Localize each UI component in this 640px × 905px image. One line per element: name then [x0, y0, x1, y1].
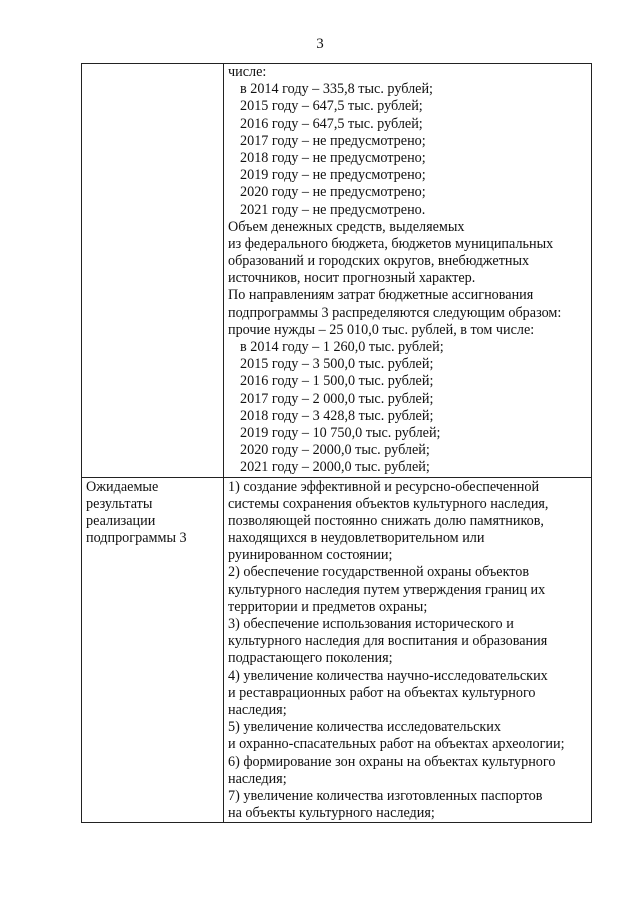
- results-text-cell: [224, 478, 591, 823]
- funding-line: 2018 году – не предусмотрено;: [240, 149, 426, 166]
- funding-line: 2016 году – 1 500,0 тыс. рублей;: [240, 373, 434, 390]
- funding-line: 2016 году – 647,5 тыс. рублей;: [240, 115, 423, 132]
- funding-label-cell: [82, 64, 224, 477]
- results-line: руинированном состоянии;: [228, 547, 393, 564]
- funding-line: 2020 году – 2000,0 тыс. рублей;: [240, 442, 430, 459]
- results-line: и охранно-спасательных работ на объектах археологии;: [228, 736, 565, 753]
- funding-line: По направлениям затрат бюджетные ассигнования: [228, 287, 534, 304]
- results-line: находящихся в неудовлетворительном или: [228, 530, 485, 547]
- funding-line: 2015 году – 647,5 тыс. рублей;: [240, 98, 423, 115]
- results-line: территории и предметов охраны;: [228, 598, 428, 615]
- results-line: и реставрационных работ на объектах культурного: [228, 684, 536, 701]
- results-line: 6) формирование зон охраны на объектах культурного: [228, 753, 556, 770]
- funding-row: [82, 64, 591, 477]
- results-line: наследия;: [228, 770, 287, 787]
- funding-line: 2017 году – не предусмотрено;: [240, 132, 426, 149]
- results-label-line: Ожидаемые: [86, 478, 159, 495]
- results-line: на объекты культурного наследия;: [228, 805, 435, 822]
- results-line: культурного наследия для воспитания и образования: [228, 633, 548, 650]
- funding-line: 2017 году – 2 000,0 тыс. рублей;: [240, 390, 434, 407]
- funding-line: в 2014 году – 335,8 тыс. рублей;: [240, 81, 433, 98]
- results-line: культурного наследия путем утверждения границ их: [228, 581, 546, 598]
- results-line: 2) обеспечение государственной охраны объектов: [228, 564, 530, 581]
- results-line: 1) создание эффективной и ресурсно-обеспеченной: [228, 478, 540, 495]
- results-label-line: подпрограммы 3: [86, 530, 187, 547]
- results-line: 5) увеличение количества исследовательских: [228, 719, 501, 736]
- funding-line: 2015 году – 3 500,0 тыс. рублей;: [240, 356, 434, 373]
- funding-line: Объем денежных средств, выделяемых: [228, 218, 465, 235]
- funding-line: 2019 году – 10 750,0 тыс. рублей;: [240, 424, 441, 441]
- funding-line: числе:: [228, 64, 267, 80]
- results-line: системы сохранения объектов культурного наследия,: [228, 495, 549, 512]
- funding-line: прочие нужды – 25 010,0 тыс. рублей, в том числе:: [228, 321, 535, 338]
- funding-text-cell: [224, 64, 591, 477]
- funding-line: 2021 году – 2000,0 тыс. рублей;: [240, 459, 430, 476]
- page-number: 3: [316, 36, 324, 52]
- funding-line: 2019 году – не предусмотрено;: [240, 167, 426, 184]
- results-label-cell: [82, 478, 224, 823]
- results-line: позволяющей постоянно снижать долю памятников,: [228, 512, 544, 529]
- funding-line: образований и городских округов, внебюджетных: [228, 253, 530, 270]
- results-label-line: реализации: [86, 512, 156, 529]
- results-line: 4) увеличение количества научно-исследовательских: [228, 667, 548, 684]
- program-table: [81, 63, 592, 823]
- results-line: наследия;: [228, 701, 287, 718]
- funding-line: 2020 году – не предусмотрено;: [240, 184, 426, 201]
- funding-line: из федерального бюджета, бюджетов муниципальных: [228, 235, 554, 252]
- funding-line: подпрограммы 3 распределяются следующим образом:: [228, 304, 562, 321]
- results-line: 7) увеличение количества изготовленных паспортов: [228, 787, 543, 804]
- results-line: подрастающего поколения;: [228, 650, 393, 667]
- funding-line: 2018 году – 3 428,8 тыс. рублей;: [240, 407, 434, 424]
- results-line: 3) обеспечение использования исторического и: [228, 616, 514, 632]
- funding-line: 2021 году – не предусмотрено.: [240, 201, 426, 218]
- results-row: [82, 477, 591, 823]
- funding-line: источников, носит прогнозный характер.: [228, 270, 476, 287]
- funding-line: в 2014 году – 1 260,0 тыс. рублей;: [240, 339, 444, 355]
- results-label-line: результаты: [86, 495, 153, 512]
